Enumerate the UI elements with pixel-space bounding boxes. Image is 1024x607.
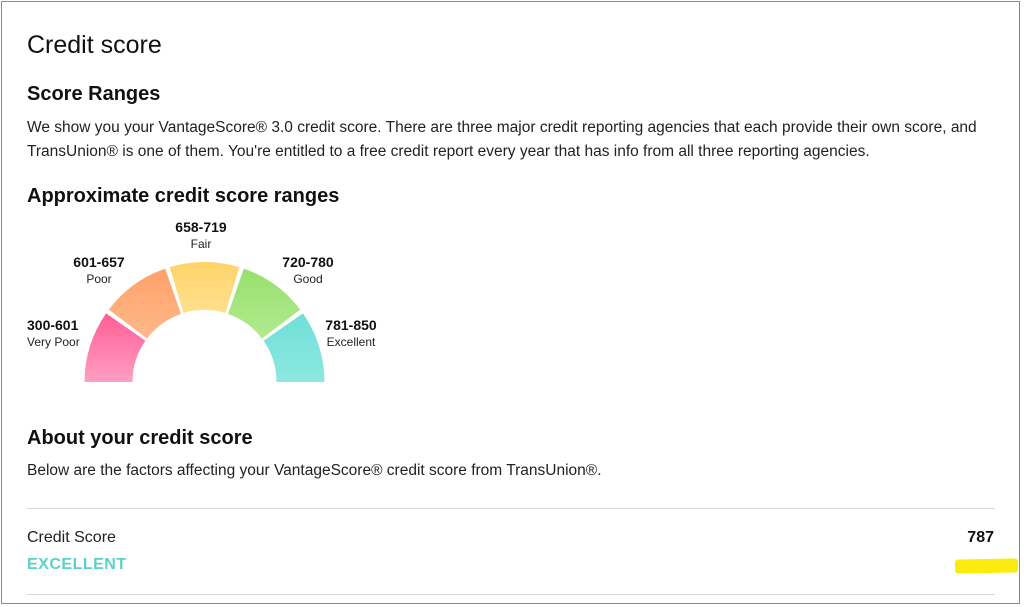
credit-score-panel [1, 1, 1020, 604]
credit-score-rating: EXCELLENT [27, 556, 127, 573]
range-poor: 601-657 [73, 254, 125, 270]
page-title: Credit score [27, 31, 162, 59]
score-ranges-heading: Score Ranges [27, 83, 161, 105]
divider [27, 508, 995, 509]
range-excellent: 781-850 [325, 317, 377, 333]
range-very-poor: 300-601 [27, 317, 79, 333]
gauge-label-excellent [316, 317, 386, 351]
name-very-poor: Very Poor [27, 335, 80, 349]
gauge-label-fair [169, 219, 233, 253]
name-fair: Fair [190, 237, 212, 251]
gauge-segment-fair [170, 262, 240, 313]
gauge-label-very-poor [27, 317, 80, 351]
credit-score-label: Credit Score [27, 529, 116, 546]
range-fair: 658-719 [175, 219, 227, 235]
gauge-label-poor [67, 254, 131, 288]
credit-score-value: 787 [967, 529, 994, 546]
approx-ranges-heading: Approximate credit score ranges [27, 185, 340, 207]
name-good: Good [293, 272, 323, 286]
divider [27, 594, 995, 595]
range-good: 720-780 [282, 254, 334, 270]
about-heading: About your credit score [27, 427, 253, 449]
about-description: Below are the factors affecting your VantageScore® credit score from TransUnion®. [27, 462, 602, 479]
yellow-highlight-mark [955, 558, 1018, 573]
name-excellent: Excellent [326, 335, 376, 349]
gauge-label-good [276, 254, 340, 288]
name-poor: Poor [86, 272, 112, 286]
score-ranges-description: We show you your VantageScore® 3.0 credit score. There are three major credit reporting agencies that each provide their own score, and TransUnion® is one of them. You're entitled to a free credit report every year that has info from all three reporting agencies. [27, 119, 977, 160]
